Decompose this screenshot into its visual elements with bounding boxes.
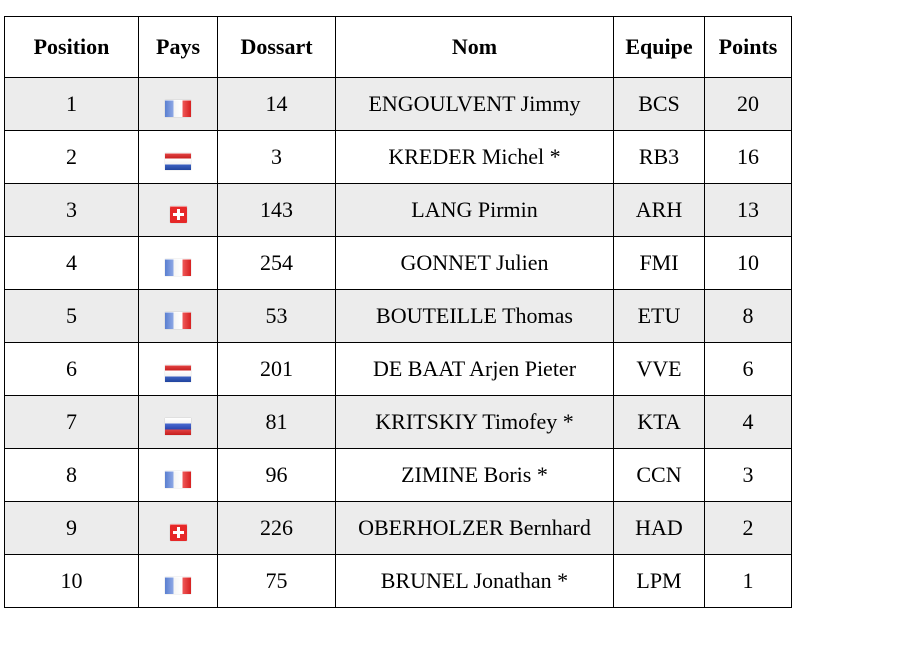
- cell-pays: [139, 290, 218, 343]
- header-nom: Nom: [336, 17, 614, 78]
- flag-netherlands-icon: [165, 153, 191, 170]
- cell-equipe: VVE: [614, 343, 705, 396]
- cell-equipe: BCS: [614, 78, 705, 131]
- cell-points: 13: [705, 184, 792, 237]
- cell-position: 5: [5, 290, 139, 343]
- table-row: [5, 449, 792, 502]
- table-row: [5, 343, 792, 396]
- cell-position: 3: [5, 184, 139, 237]
- header-position: Position: [5, 17, 139, 78]
- table-row: [5, 502, 792, 555]
- cell-pays: [139, 502, 218, 555]
- cell-points: 2: [705, 502, 792, 555]
- table-row: [5, 78, 792, 131]
- cell-dossart: 143: [218, 184, 336, 237]
- cell-equipe: ETU: [614, 290, 705, 343]
- flag-france-icon: [165, 259, 191, 276]
- cell-pays: [139, 555, 218, 608]
- cell-pays: [139, 78, 218, 131]
- cell-nom: KREDER Michel *: [336, 131, 614, 184]
- cell-points: 16: [705, 131, 792, 184]
- flag-france-icon: [165, 577, 191, 594]
- cell-points: 10: [705, 237, 792, 290]
- cell-position: 2: [5, 131, 139, 184]
- flag-russia-icon: [165, 418, 191, 435]
- cell-pays: [139, 237, 218, 290]
- cell-pays: [139, 131, 218, 184]
- cell-dossart: 3: [218, 131, 336, 184]
- cell-position: 1: [5, 78, 139, 131]
- cell-equipe: LPM: [614, 555, 705, 608]
- table-row: [5, 396, 792, 449]
- cell-nom: DE BAAT Arjen Pieter: [336, 343, 614, 396]
- cell-nom: LANG Pirmin: [336, 184, 614, 237]
- cell-points: 6: [705, 343, 792, 396]
- cell-equipe: KTA: [614, 396, 705, 449]
- cell-dossart: 75: [218, 555, 336, 608]
- table-row: [5, 237, 792, 290]
- cell-nom: GONNET Julien: [336, 237, 614, 290]
- cell-position: 7: [5, 396, 139, 449]
- header-pays: Pays: [139, 17, 218, 78]
- flag-france-icon: [165, 471, 191, 488]
- cell-dossart: 226: [218, 502, 336, 555]
- flag-switzerland-icon: [170, 524, 187, 541]
- cell-position: 6: [5, 343, 139, 396]
- table-row: [5, 555, 792, 608]
- header-row: [5, 17, 792, 78]
- cell-dossart: 14: [218, 78, 336, 131]
- header-equipe: Equipe: [614, 17, 705, 78]
- cell-position: 9: [5, 502, 139, 555]
- cell-dossart: 201: [218, 343, 336, 396]
- cell-equipe: HAD: [614, 502, 705, 555]
- cell-nom: BRUNEL Jonathan *: [336, 555, 614, 608]
- flag-switzerland-icon: [170, 206, 187, 223]
- cell-pays: [139, 396, 218, 449]
- cell-points: 20: [705, 78, 792, 131]
- cell-equipe: RB3: [614, 131, 705, 184]
- cell-pays: [139, 184, 218, 237]
- cell-position: 10: [5, 555, 139, 608]
- cell-points: 1: [705, 555, 792, 608]
- cell-dossart: 81: [218, 396, 336, 449]
- cell-dossart: 53: [218, 290, 336, 343]
- table-row: [5, 131, 792, 184]
- cell-equipe: CCN: [614, 449, 705, 502]
- flag-netherlands-icon: [165, 365, 191, 382]
- results-table: [4, 16, 792, 608]
- cell-pays: [139, 449, 218, 502]
- cell-equipe: ARH: [614, 184, 705, 237]
- header-dossart: Dossart: [218, 17, 336, 78]
- cell-position: 8: [5, 449, 139, 502]
- flag-france-icon: [165, 312, 191, 329]
- cell-position: 4: [5, 237, 139, 290]
- flag-france-icon: [165, 100, 191, 117]
- table-row: [5, 290, 792, 343]
- table-row: [5, 184, 792, 237]
- cell-dossart: 96: [218, 449, 336, 502]
- cell-pays: [139, 343, 218, 396]
- cell-points: 8: [705, 290, 792, 343]
- cell-nom: BOUTEILLE Thomas: [336, 290, 614, 343]
- cell-dossart: 254: [218, 237, 336, 290]
- cell-points: 3: [705, 449, 792, 502]
- cell-nom: KRITSKIY Timofey *: [336, 396, 614, 449]
- cell-points: 4: [705, 396, 792, 449]
- table-body: [5, 78, 792, 608]
- table-header: [5, 17, 792, 78]
- cell-nom: ENGOULVENT Jimmy: [336, 78, 614, 131]
- cell-nom: ZIMINE Boris *: [336, 449, 614, 502]
- cell-equipe: FMI: [614, 237, 705, 290]
- header-points: Points: [705, 17, 792, 78]
- cell-nom: OBERHOLZER Bernhard: [336, 502, 614, 555]
